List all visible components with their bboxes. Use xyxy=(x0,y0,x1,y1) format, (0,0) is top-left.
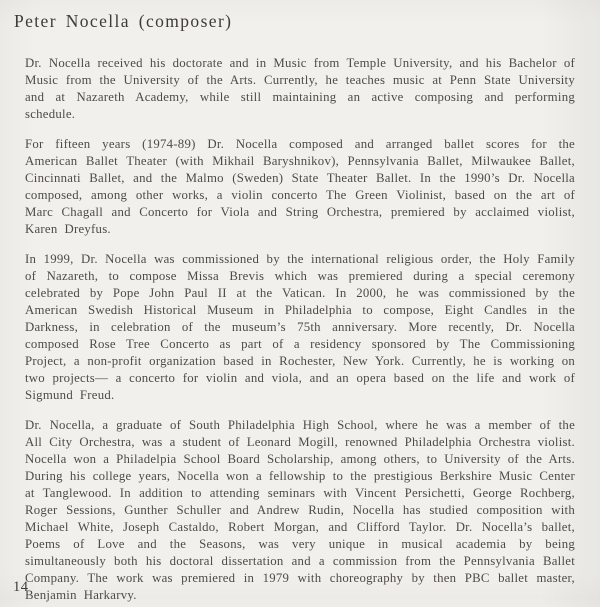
document-page xyxy=(0,10,600,607)
body-text xyxy=(25,55,575,604)
paragraph-biography: Dr. Nocella, a graduate of South Philadelphia High School, where he was a member of the All City Orchestra, was a student of Leonard Mogill, renowned Philadelphia Orchestra violist. Nocella won a Philadelpia School Board Scholarship, among others, to University of the Arts. During his college years, Nocella won a fellowship to the prestigious Berkshire Music Center at Tanglewood. In addition to attending seminars with Vincent Persichetti, George Rochberg, Roger Sessions, Gunther Schuller and Andrew Rudin, Nocella has studied composition with Michael White, Joseph Castaldo, Robert Morgan, and Clifford Taylor. Dr. Nocella’s ballet, Poems of Love and the Seasons, was very unique in musical academia by being simultaneously both his doctoral dissertation and a commission from the Pennsylvania Ballet Company. The work was premiered in 1979 with choreography by then PBC ballet master, Benjamin Harkarvy. xyxy=(25,418,575,602)
page-number: 14 xyxy=(13,579,29,595)
paragraph-education: Dr. Nocella received his doctorate and in Music from Temple University, and his Bachelor of Music from the University of the Arts. Currently, he teaches music at Penn State University and at Nazareth Academy, while still maintaining an active composing and performing schedule. xyxy=(25,56,575,121)
page-title: Peter Nocella (composer) xyxy=(14,11,233,31)
paragraph-commissions: In 1999, Dr. Nocella was commissioned by the international religious order, the Holy Family of Nazareth, to compose Missa Brevis which was premiered during a special ceremony celebrated by Pope John Paul II at the Vatican. In 2000, he was commissioned by the American Swedish Historical Museum in Philadelphia to compose, Eight Candles in the Darkness, in celebration of the museum’s 75th anniversary. More recently, Dr. Nocella composed Rose Tree Concerto as part of a residency sponsored by The Commissioning Project, a non-profit organization based in Rochester, New York. Currently, he is working on two projects— a concerto for violin and viola, and an opera based on the life and work of Sigmund Freud. xyxy=(25,252,575,402)
paragraph-ballet-career: For fifteen years (1974-89) Dr. Nocella composed and arranged ballet scores for the American Ballet Theater (with Mikhail Baryshnikov), Pennsylvania Ballet, Milwaukee Ballet, Cincinnati Ballet, and the Malmo (Sweden) State Theater Ballet. In the 1990’s Dr. Nocella composed, among other works, a violin concerto The Green Violinist, based on the art of Marc Chagall and Concerto for Viola and String Orchestra, premiered by acclaimed violist, Karen Dreyfus. xyxy=(25,137,575,236)
